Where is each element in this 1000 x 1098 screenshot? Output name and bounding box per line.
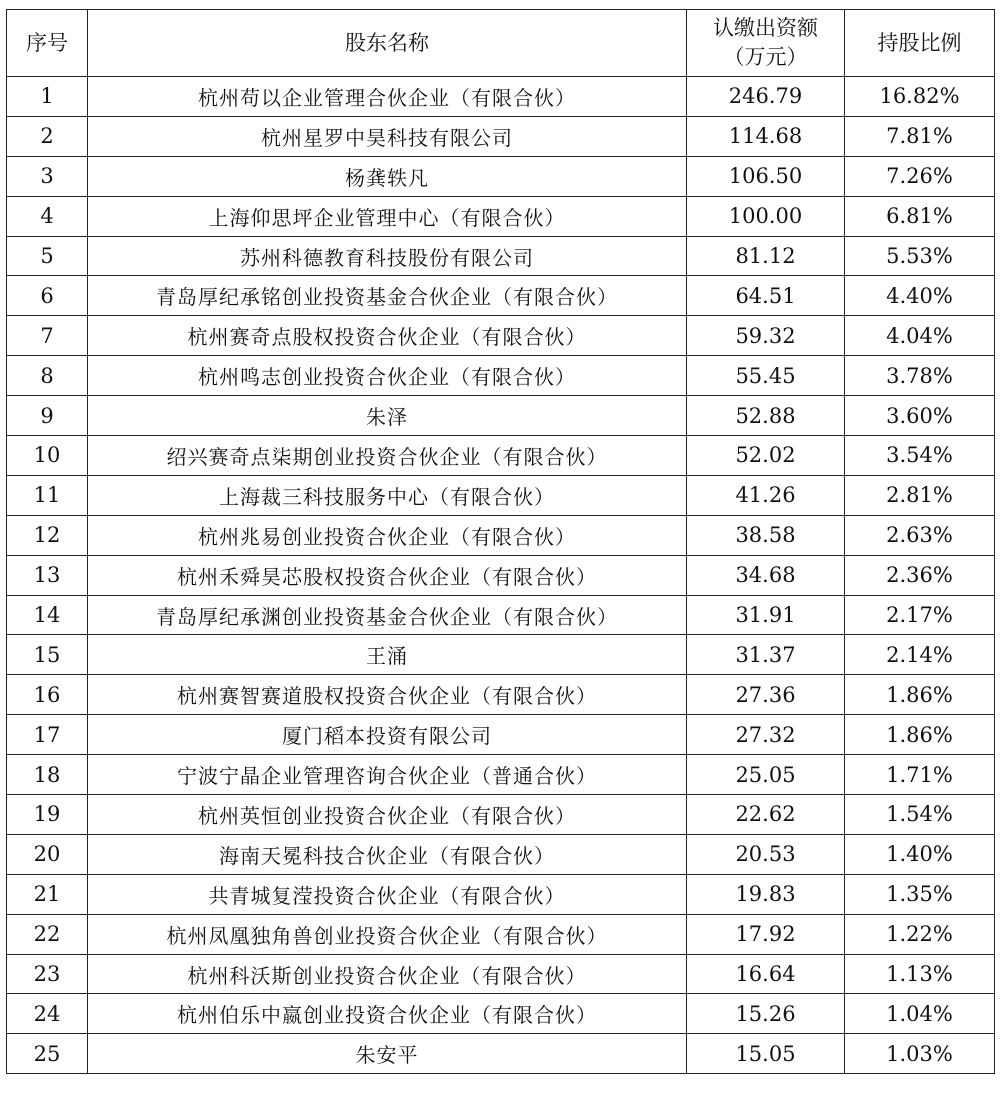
table-row: [7, 914, 995, 954]
cell-index: 1: [7, 77, 88, 117]
cell-subscribed-capital: 38.58: [687, 515, 845, 555]
cell-shareholder-name: 青岛厚纪承渊创业投资基金合伙企业（有限合伙）: [88, 595, 687, 635]
cell-shareholding-ratio: 2.81%: [845, 475, 995, 515]
cell-shareholder-name: 上海仰思坪企业管理中心（有限合伙）: [88, 196, 687, 236]
cell-subscribed-capital: 20.53: [687, 834, 845, 874]
cell-subscribed-capital: 25.05: [687, 755, 845, 795]
cell-shareholder-name: 苏州科德教育科技股份有限公司: [88, 236, 687, 276]
cell-index: 20: [7, 834, 88, 874]
cell-index: 14: [7, 595, 88, 635]
cell-index: 17: [7, 715, 88, 755]
cell-shareholding-ratio: 1.04%: [845, 994, 995, 1034]
cell-index: 25: [7, 1034, 88, 1074]
cell-subscribed-capital: 27.36: [687, 675, 845, 715]
cell-shareholding-ratio: 2.17%: [845, 595, 995, 635]
table-row: [7, 515, 995, 555]
cell-index: 21: [7, 874, 88, 914]
cell-subscribed-capital: 31.37: [687, 635, 845, 675]
cell-subscribed-capital: 106.50: [687, 156, 845, 196]
cell-subscribed-capital: 41.26: [687, 475, 845, 515]
table-row: [7, 396, 995, 436]
cell-index: 4: [7, 196, 88, 236]
cell-subscribed-capital: 15.05: [687, 1034, 845, 1074]
cell-index: 11: [7, 475, 88, 515]
cell-subscribed-capital: 64.51: [687, 276, 845, 316]
table-row: [7, 555, 995, 595]
cell-index: 18: [7, 755, 88, 795]
table-row: [7, 1034, 995, 1074]
table-row: [7, 77, 995, 117]
cell-shareholding-ratio: 1.22%: [845, 914, 995, 954]
shareholder-table-container: [6, 9, 994, 1074]
cell-shareholding-ratio: 1.86%: [845, 675, 995, 715]
cell-shareholding-ratio: 3.60%: [845, 396, 995, 436]
cell-shareholder-name: 厦门稻本投资有限公司: [88, 715, 687, 755]
cell-shareholding-ratio: 16.82%: [845, 77, 995, 117]
cell-shareholder-name: 杨龚轶凡: [88, 156, 687, 196]
cell-shareholder-name: 上海裁三科技服务中心（有限合伙）: [88, 475, 687, 515]
cell-index: 10: [7, 436, 88, 476]
cell-index: 3: [7, 156, 88, 196]
cell-index: 19: [7, 795, 88, 835]
cell-subscribed-capital: 19.83: [687, 874, 845, 914]
cell-subscribed-capital: 27.32: [687, 715, 845, 755]
cell-shareholding-ratio: 1.35%: [845, 874, 995, 914]
cell-shareholding-ratio: 1.86%: [845, 715, 995, 755]
table-row: [7, 116, 995, 156]
cell-subscribed-capital: 34.68: [687, 555, 845, 595]
cell-index: 7: [7, 316, 88, 356]
cell-shareholder-name: 杭州鸣志创业投资合伙企业（有限合伙）: [88, 356, 687, 396]
table-row: [7, 276, 995, 316]
cell-shareholding-ratio: 1.40%: [845, 834, 995, 874]
cell-shareholding-ratio: 1.54%: [845, 795, 995, 835]
header-index: 序号: [7, 10, 88, 77]
cell-shareholder-name: 宁波宁晶企业管理咨询合伙企业（普通合伙）: [88, 755, 687, 795]
cell-shareholder-name: 青岛厚纪承铭创业投资基金合伙企业（有限合伙）: [88, 276, 687, 316]
table-row: [7, 954, 995, 994]
cell-index: 16: [7, 675, 88, 715]
cell-shareholder-name: 杭州赛奇点股权投资合伙企业（有限合伙）: [88, 316, 687, 356]
cell-index: 8: [7, 356, 88, 396]
header-capital-label: 认缴出资额: [713, 16, 818, 40]
cell-shareholder-name: 海南天冕科技合伙企业（有限合伙）: [88, 834, 687, 874]
cell-shareholder-name: 朱泽: [88, 396, 687, 436]
table-row: [7, 635, 995, 675]
cell-shareholder-name: 杭州苟以企业管理合伙企业（有限合伙）: [88, 77, 687, 117]
cell-subscribed-capital: 55.45: [687, 356, 845, 396]
header-shareholding-ratio: 持股比例: [845, 10, 995, 77]
cell-shareholding-ratio: 5.53%: [845, 236, 995, 276]
cell-shareholding-ratio: 1.03%: [845, 1034, 995, 1074]
cell-shareholder-name: 杭州星罗中昊科技有限公司: [88, 116, 687, 156]
cell-subscribed-capital: 17.92: [687, 914, 845, 954]
cell-shareholding-ratio: 2.63%: [845, 515, 995, 555]
cell-subscribed-capital: 52.02: [687, 436, 845, 476]
cell-index: 23: [7, 954, 88, 994]
cell-shareholding-ratio: 1.13%: [845, 954, 995, 994]
cell-subscribed-capital: 16.64: [687, 954, 845, 994]
cell-shareholding-ratio: 1.71%: [845, 755, 995, 795]
cell-shareholder-name: 杭州赛智赛道股权投资合伙企业（有限合伙）: [88, 675, 687, 715]
cell-shareholding-ratio: 4.04%: [845, 316, 995, 356]
shareholder-table: [6, 9, 995, 1074]
table-row: [7, 994, 995, 1034]
cell-index: 15: [7, 635, 88, 675]
table-row: [7, 755, 995, 795]
cell-shareholder-name: 朱安平: [88, 1034, 687, 1074]
cell-subscribed-capital: 81.12: [687, 236, 845, 276]
cell-shareholding-ratio: 4.40%: [845, 276, 995, 316]
cell-shareholder-name: 杭州禾舜昊芯股权投资合伙企业（有限合伙）: [88, 555, 687, 595]
cell-shareholding-ratio: 7.81%: [845, 116, 995, 156]
cell-index: 9: [7, 396, 88, 436]
cell-shareholder-name: 王涌: [88, 635, 687, 675]
cell-shareholding-ratio: 6.81%: [845, 196, 995, 236]
table-row: [7, 156, 995, 196]
table-row: [7, 795, 995, 835]
header-subscribed-capital: [687, 10, 845, 77]
cell-shareholding-ratio: 3.78%: [845, 356, 995, 396]
header-shareholder-name: 股东名称: [88, 10, 687, 77]
cell-index: 2: [7, 116, 88, 156]
cell-index: 5: [7, 236, 88, 276]
header-row: [7, 10, 995, 77]
cell-shareholder-name: 杭州兆易创业投资合伙企业（有限合伙）: [88, 515, 687, 555]
table-row: [7, 475, 995, 515]
table-row: [7, 436, 995, 476]
cell-shareholding-ratio: 2.36%: [845, 555, 995, 595]
table-row: [7, 715, 995, 755]
table-body: [7, 77, 995, 1074]
table-row: [7, 834, 995, 874]
table-row: [7, 675, 995, 715]
cell-shareholding-ratio: 3.54%: [845, 436, 995, 476]
cell-shareholder-name: 绍兴赛奇点柒期创业投资合伙企业（有限合伙）: [88, 436, 687, 476]
cell-shareholder-name: 杭州伯乐中嬴创业投资合伙企业（有限合伙）: [88, 994, 687, 1034]
cell-subscribed-capital: 100.00: [687, 196, 845, 236]
table-row: [7, 874, 995, 914]
cell-index: 24: [7, 994, 88, 1034]
cell-subscribed-capital: 52.88: [687, 396, 845, 436]
cell-subscribed-capital: 59.32: [687, 316, 845, 356]
cell-index: 12: [7, 515, 88, 555]
cell-index: 6: [7, 276, 88, 316]
cell-shareholder-name: 杭州英恒创业投资合伙企业（有限合伙）: [88, 795, 687, 835]
cell-subscribed-capital: 246.79: [687, 77, 845, 117]
table-row: [7, 356, 995, 396]
table-row: [7, 236, 995, 276]
cell-shareholding-ratio: 2.14%: [845, 635, 995, 675]
header-capital-unit: （万元）: [723, 45, 808, 69]
cell-index: 13: [7, 555, 88, 595]
cell-shareholder-name: 杭州科沃斯创业投资合伙企业（有限合伙）: [88, 954, 687, 994]
cell-subscribed-capital: 15.26: [687, 994, 845, 1034]
cell-shareholder-name: 杭州凤凰独角兽创业投资合伙企业（有限合伙）: [88, 914, 687, 954]
cell-subscribed-capital: 31.91: [687, 595, 845, 635]
cell-index: 22: [7, 914, 88, 954]
table-row: [7, 316, 995, 356]
table-header: [7, 10, 995, 77]
table-row: [7, 196, 995, 236]
cell-shareholding-ratio: 7.26%: [845, 156, 995, 196]
cell-subscribed-capital: 114.68: [687, 116, 845, 156]
cell-shareholder-name: 共青城复滢投资合伙企业（有限合伙）: [88, 874, 687, 914]
cell-subscribed-capital: 22.62: [687, 795, 845, 835]
table-row: [7, 595, 995, 635]
